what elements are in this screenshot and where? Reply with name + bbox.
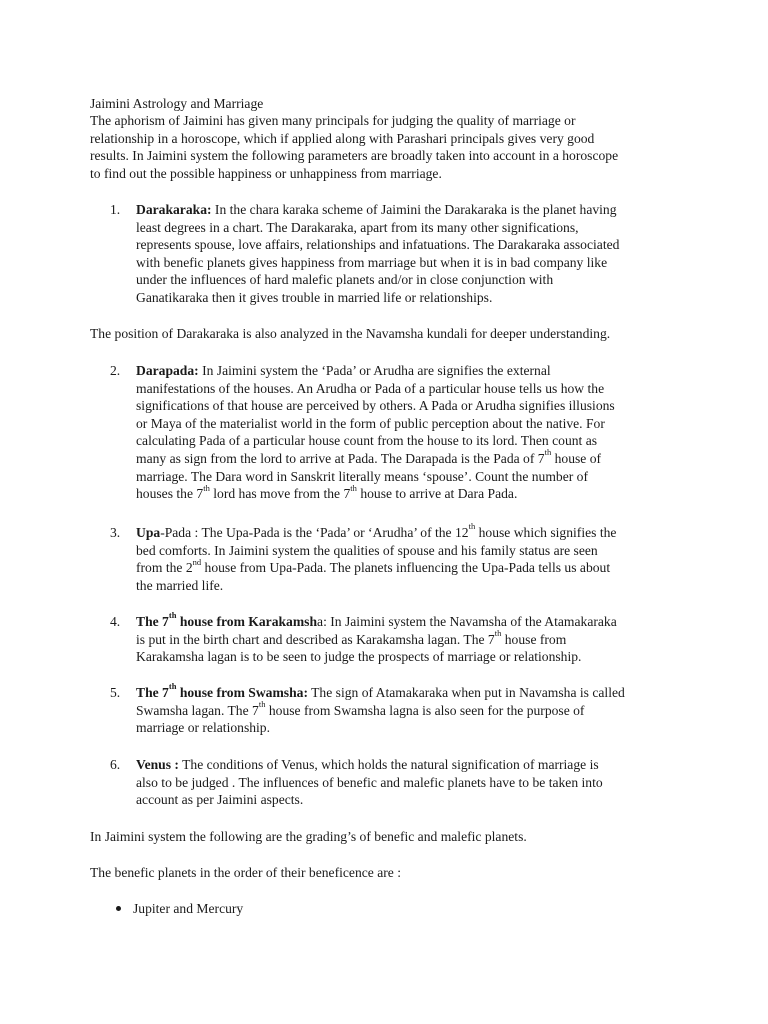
text-run: house which signifies the [475,525,617,540]
list-number: 1. [110,202,121,217]
text-line: under the influences of hard malefic planets and/or in close conjunction with [136,272,554,288]
heading-run: The 7 [136,614,169,629]
text-line: The aphorism of Jaimini has given many principals for judging the quality of marriage or [90,113,576,128]
list-number: 3. [110,525,121,540]
text-run: house from Swamsha lagna is also seen for the purpose of [265,702,585,718]
heading-run: house from Karakamsh [176,614,318,629]
heading-run: The 7 [136,685,169,700]
text-line: or Maya of the materialist world in the form of public perception about the native. For [136,415,605,431]
heading-run: house from Swamsha: [176,685,308,700]
paragraph-grading: In Jaimini system the following are the grading’s of benefic and malefic planets. [90,829,527,844]
text-run: houses the 7 [136,486,204,502]
text-run: house from [501,631,567,647]
text-line: with benefic planets gives happiness from marriage but when it is in bad company like [136,254,608,270]
intro-paragraph [90,112,690,182]
text-run: In Jaimini system the ‘Pada’ or Arudha are signifies the external [198,363,551,378]
text-line: Karakamsha lagan is to be seen to judge the prospects of marriage or relationship. [136,649,582,665]
list-number: 6. [110,757,121,772]
text-line: relationship in a horoscope, which if applied along with Parashari principals gives very good [90,130,595,146]
ordinal-suffix: th [350,482,357,493]
item-heading: Venus : [136,757,179,772]
list-item-body [136,521,676,594]
text-line: manifestations of the houses. An Arudha or Pada of a particular house tells us how the [136,380,605,396]
ordinal-suffix: th [258,699,266,710]
list-item-body [136,362,676,503]
bullet-icon [116,906,121,911]
text-run: The conditions of Venus, which holds the natural signification of marriage is [178,757,599,772]
text-line: calculating Pada of a particular house count from the house to its lord. Then count as [136,433,598,449]
ordinal-suffix: th [168,610,177,621]
text-run: from the 2 [136,560,193,576]
ordinal-suffix: th [468,521,476,532]
ordinal-suffix: th [494,628,502,639]
list-number: 2. [110,363,121,378]
text-line: the married life. [136,577,224,593]
text-line: also to be judged . The influences of benefic and malefic planets have to be taken into [136,774,603,790]
text-line: represents spouse, love affairs, relationships and infatuations. The Darakaraka associated [136,237,620,253]
list-item-body [136,201,676,307]
text-line: bed comforts. In Jaimini system the qualities of spouse and his family status are seen [136,542,598,558]
item-heading: Upa [136,525,161,540]
item-heading: Darakaraka: [136,202,212,217]
bullet-text: Jupiter and Mercury [133,901,244,916]
list-item-body [136,681,676,737]
text-line: account as per Jaimini aspects. [136,792,304,808]
text-run: house from Upa-Pada. The planets influencing the Upa-Pada tells us about [201,560,611,576]
list-item-body [136,610,676,666]
document-title: Jaimini Astrology and Marriage [90,96,264,111]
list-number: 5. [110,685,121,700]
text-run: house of [551,450,602,466]
ordinal-suffix: th [544,447,552,458]
paragraph-benefic: The benefic planets in the order of their beneficence are : [90,865,401,880]
ordinal-suffix: nd [192,556,202,567]
text-run: In the chara karaka scheme of Jaimini the Darakaraka is the planet having [211,202,617,217]
text-line: marriage or relationship. [136,720,270,736]
text-run: is put in the birth chart and described as Karakamsha lagan. The 7 [136,631,495,647]
text-line: marriage. The Dara word in Sanskrit literally means ‘spouse’. Count the number of [136,468,588,484]
list-number: 4. [110,614,121,629]
ordinal-suffix: th [203,482,210,493]
item-heading: Darapada: [136,363,199,378]
text-run: -Pada : The Upa-Pada is the ‘Pada’ or ‘Arudha’ of the 12 [160,525,469,540]
text-run: a: In Jaimini system the Navamsha of the Atamakaraka [317,614,617,629]
item-heading [136,610,318,629]
text-line: Ganatikaraka then it gives trouble in married life or relationships. [136,289,493,305]
text-line: results. In Jaimini system the following parameters are broadly taken into account in a horoscope [90,148,619,164]
paragraph-position: The position of Darakaraka is also analyzed in the Navamsha kundali for deeper understanding. [90,326,611,341]
text-run: Swamsha lagan. The 7 [136,702,259,718]
text-run: lord has move from the 7 [209,486,351,502]
text-run: house to arrive at Dara Pada. [356,486,518,502]
text-run: The sign of Atamakaraka when put in Navamsha is called [307,685,625,700]
text-line: least degrees in a chart. The Darakaraka, apart from its many other significations, [136,219,579,235]
text-line: significations of that house are perceived by others. A Pada or Arudha signifies illusions [136,398,615,414]
text-line: to find out the possible happiness or unhappiness from marriage. [90,165,442,181]
ordinal-suffix: th [168,681,177,692]
text-run: many as sign from the lord to arrive at Pada. The Darapada is the Pada of 7 [136,450,545,466]
list-item-body [136,756,676,809]
item-heading [136,681,308,700]
bullet-item [116,900,243,918]
